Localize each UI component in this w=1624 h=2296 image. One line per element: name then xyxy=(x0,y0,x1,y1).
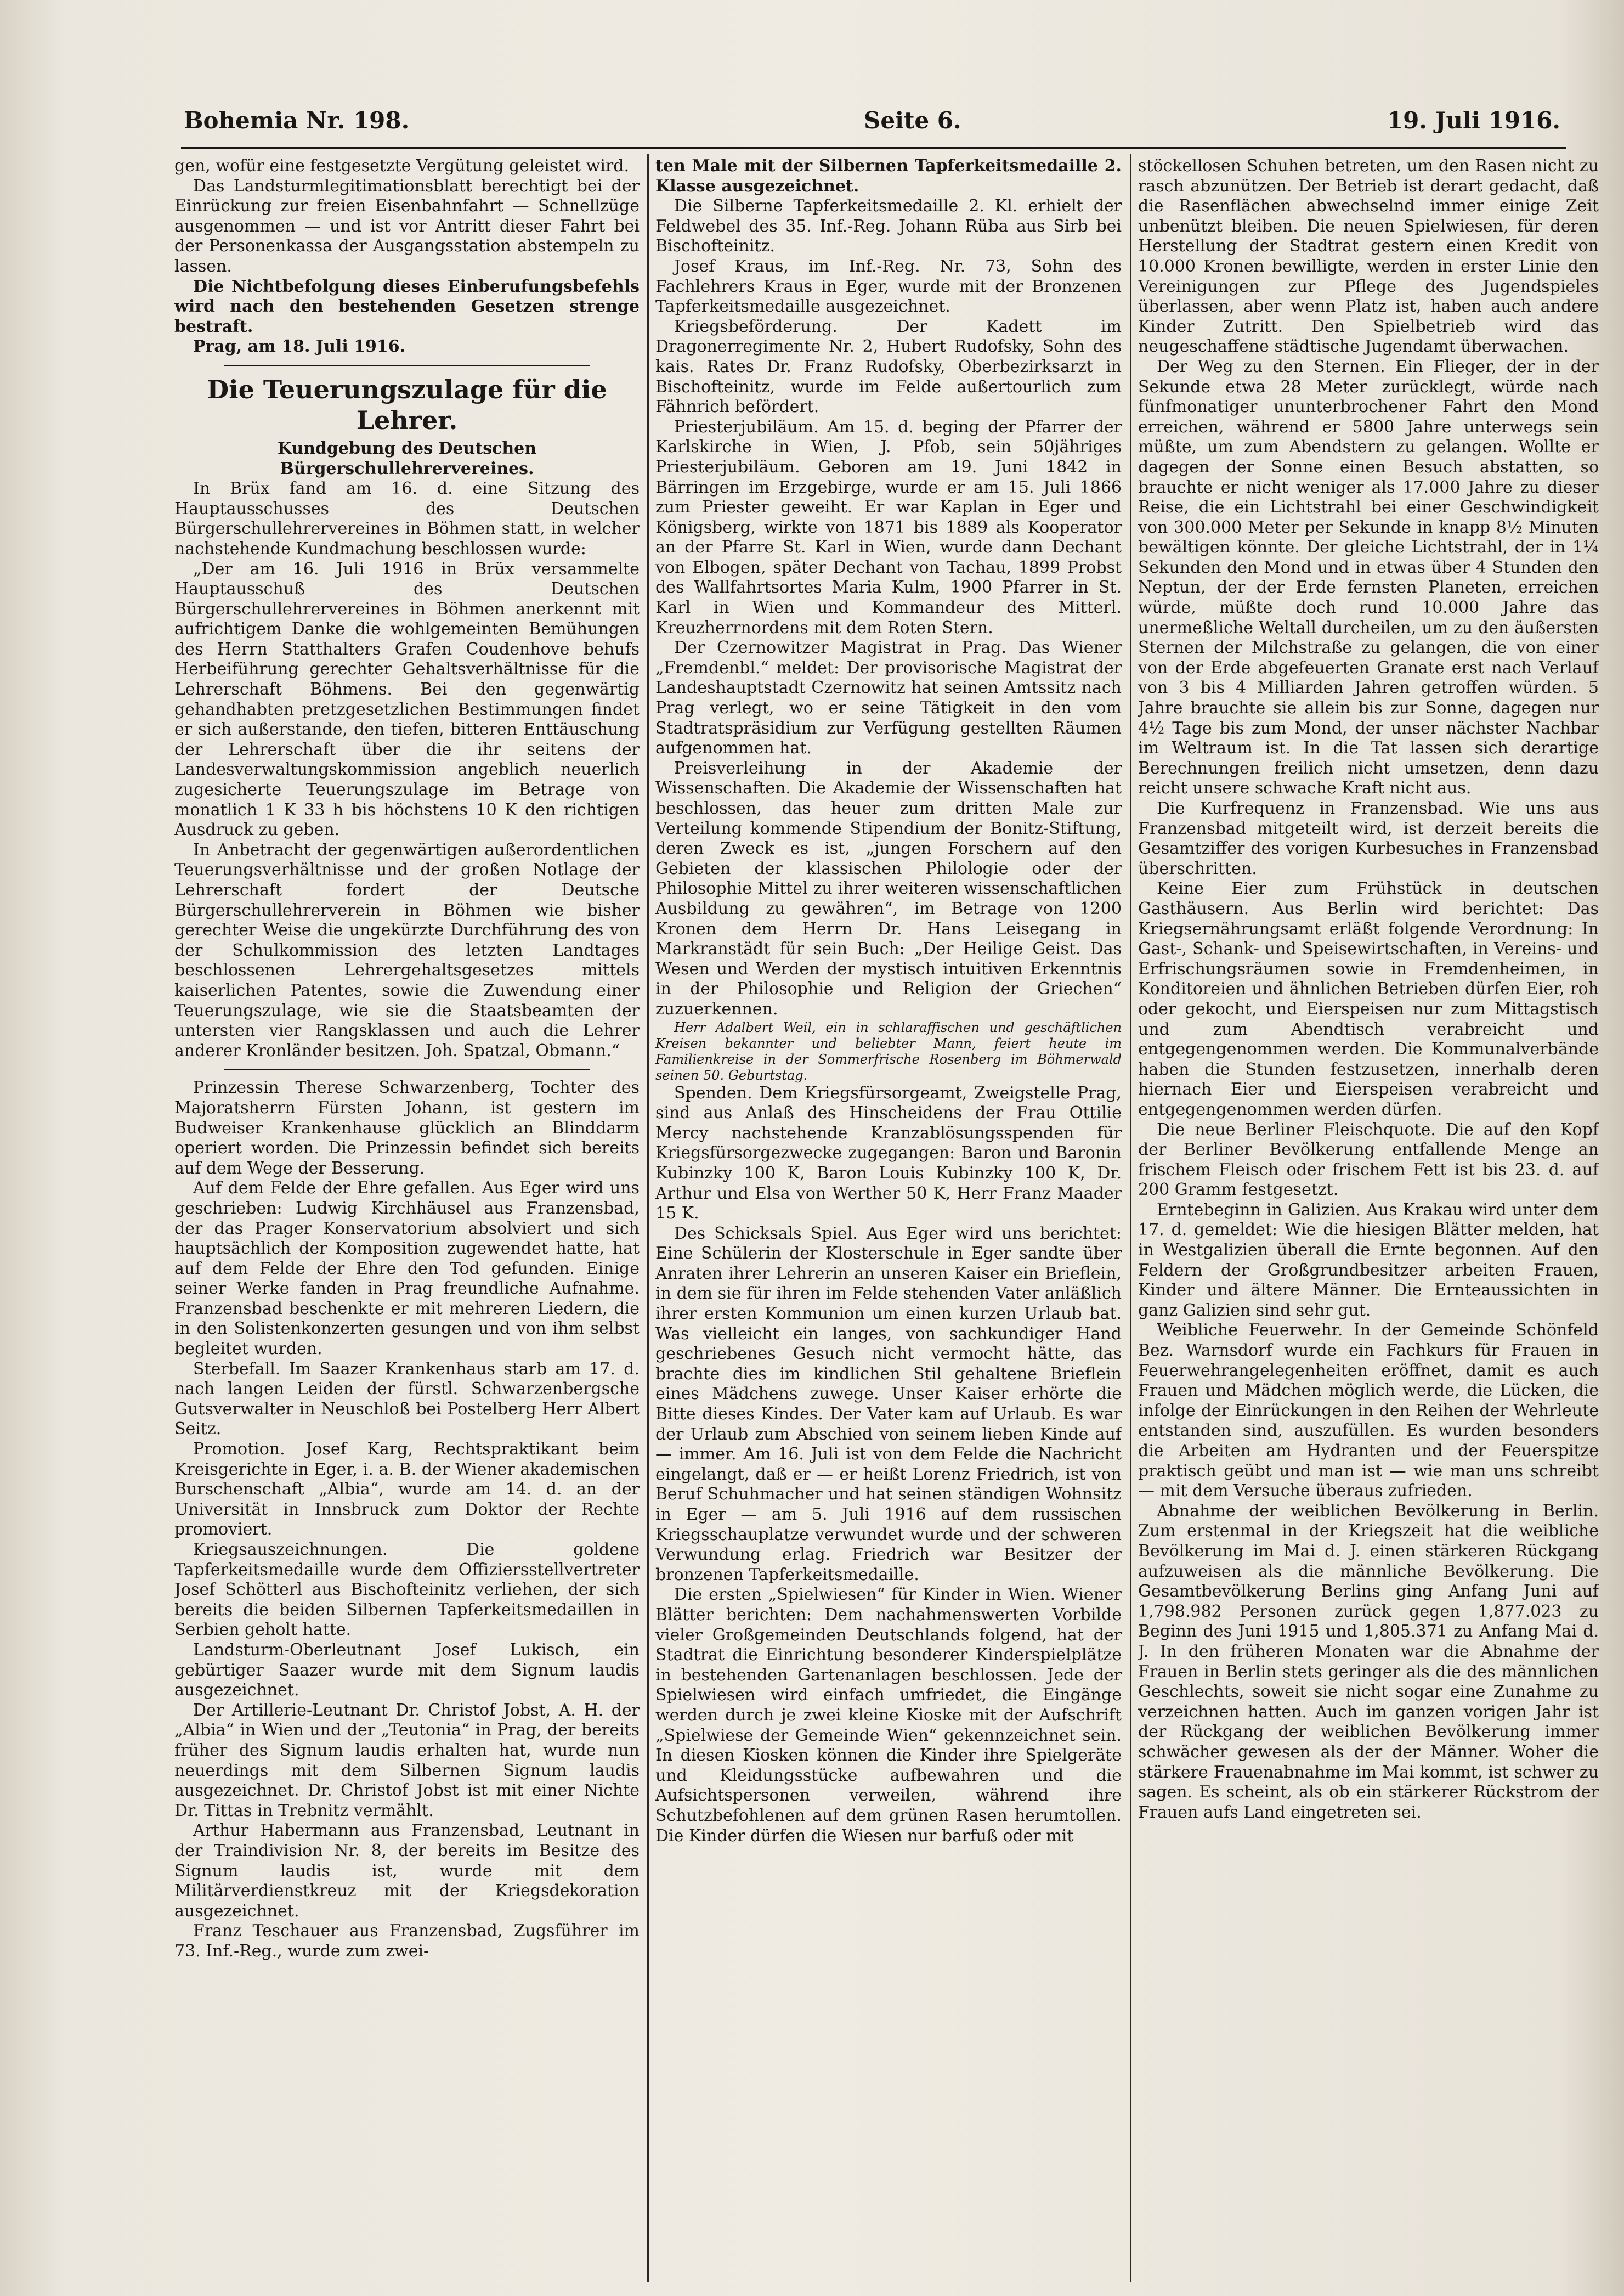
paragraph: Die Nichtbefolgung dieses Einberufungsbefehls wird nach den bestehenden Gesetzen strenge bestraft. xyxy=(174,277,640,336)
news-item: Die ersten „Spielwiesen“ für Kinder in Wien. Wiener Blätter berichten: Dem nachahmenswerten Vorbilde vieler Großgemeinden Deutschlands folgend, hat der Stadtrat die Einrichtung besonderer Kinderspielplätze in bestehenden Gartenanlagen beschlossen. Jede der Spielwiesen wird einfach umfriedet, die Eingänge werden durch je zwei kleine Kioske mit der Aufschrift „Spielwiese der Gemeinde Wien“ gekennzeichnet sein. In diesen Kiosken können die Kinder ihre Spielgeräte und Kleidungsstücke aufbewahren und die Aufsichtspersonen verweilen, während ihre Schutzbefohlenen auf dem grünen Rasen herumtollen. Die Kinder dürfen die Wiesen nur barfuß oder mit xyxy=(655,1585,1122,1846)
news-item: Weibliche Feuerwehr. In der Gemeinde Schönfeld Bez. Warnsdorf wurde ein Fachkurs für Frauen in Feuerwehrangelegenheiten eröffnet, damit es auch Frauen und Mädchen möglich werde, die Lücken, die infolge der Einrückungen in den Reihen der Wehrleute entstanden sind, auszufüllen. Es wurden besonders die Arbeiten am Hydranten und der Feuerspitze praktisch geübt und man ist — wie man uns schreibt — mit dem Versuche überaus zufrieden. xyxy=(1138,1321,1599,1501)
paragraph: gen, wofür eine festgesetzte Vergütung geleistet wird. xyxy=(174,156,629,176)
news-item: Die Kurfrequenz in Franzensbad. Wie uns aus Franzensbad mitgeteilt wird, ist derzeit bereits die Gesamtziffer des vorigen Kurbesuches in Franzensbad überschritten. xyxy=(1138,799,1599,878)
news-item: Prinzessin Therese Schwarzenberg, Tochter des Majoratsherrn Fürsten Johann, ist gestern im Budweiser Krankenhause glücklich an Blinddarm operiert worden. Die Prinzessin befindet sich bereits auf dem Wege der Besserung. xyxy=(174,1078,640,1178)
news-item: Der Artillerie-Leutnant Dr. Christof Jobst, A. H. der „Albia“ in Wien und der „Teutonia“ in Prag, der bereits früher des Signum laudis erhalten hat, wurde nun neuerdings mit dem Silbernen Signum laudis ausgezeichnet. Dr. Christof Jobst ist mit einer Nichte Dr. Tittas in Trebnitz vermählt. xyxy=(174,1700,640,1820)
column-2 xyxy=(655,156,1122,2280)
article-subheadline: Kundgebung des Deutschen Bürgerschullehrervereines. xyxy=(277,438,537,478)
paragraph: stöckellosen Schuhen betreten, um den Rasen nicht zu rasch abzunützen. Der Betrieb ist derart gedacht, daß die Rasenflächen abwechselnd immer einige Zeit unbenützt bleiben. Die neuen Spielwiesen, für deren Herstellung der Stadtrat gestern einen Kredit von 10.000 Kronen bewilligte, werden in erster Linie den Vereinigungen zur Pflege des Jugendspieles überlassen, aber wenn Platz ist, haben auch andere Kinder Zutritt. Den Spielbetrieb wird das neugeschaffene städtische Jugendamt überwachen. xyxy=(1138,156,1599,357)
paragraph: In Anbetracht der gegenwärtigen außerordentlichen Teuerungsverhältnisse und der großen Notlage der Lehrerschaft fordert der Deutsche Bürgerschullehrerverein in Böhmen wie bisher gerechter Weise die ungekürzte Durchführung des von der Schulkommission des letzten Landtages beschlossenen Lehrergehaltsgesetzes mittels kaiserlichen Patentes, sowie die Zuwendung einer Teuerungszulage, wie sie die Staatsbeamten der untersten vier Rangsklassen und auch die Lehrer anderer Kronländer besitzen. Joh. Spatzal, Obmann.“ xyxy=(174,840,640,1060)
issue-date: 19. Juli 1916. xyxy=(1387,107,1560,134)
news-item: Erntebeginn in Galizien. Aus Krakau wird unter dem 17. d. gemeldet: Wie die hiesigen Blätter melden, hat in Westgalizien überall die Ernte begonnen. Auf den Feldern der Großgrundbesitzer arbeiten Frauen, Kinder und ältere Männer. Die Ernteaussichten in ganz Galizien sind sehr gut. xyxy=(1138,1200,1599,1320)
small-notice: Herr Adalbert Weil, ein in schlaraffischen und geschäftlichen Kreisen bekannter und beliebter Mann, feiert heute im Familienkreise in der Sommerfrische Rosenberg im Böhmerwald seinen 50. Geburtstag. xyxy=(655,1019,1122,1083)
paragraph: „Der am 16. Juli 1916 in Brüx versammelte Hauptausschuß des Deutschen Bürgerschullehrervereines in Böhmen anerkennt mit aufrichtigem Danke die wohlgemeinten Bemühungen des Herrn Statthalters Grafen Coudenhove behufs Herbeiführung gerechter Gehaltsverhältnisse für die Lehrerschaft Böhmens. Bei den gegenwärtig gehandhabten pretzgesetzlichen Bestimmungen findet er sich außerstande, den tiefen, bitteren Enttäuschung der Lehrerschaft über die ihr seitens der Landesverwaltungskommission angeblich neuerlich zugesicherte Teuerungszulage im Betrage von monatlich 1 K 33 h bis höchstens 10 K den richtigen Ausdruck zu geben. xyxy=(174,559,640,840)
news-item: Keine Eier zum Frühstück in deutschen Gasthäusern. Aus Berlin wird berichtet: Das Kriegsernährungsamt erläßt folgende Verordnung: In Gast-, Schank- und Speisewirtschaften, in Vereins- und Erfrischungsräumen sowie in Fremdenheimen, in Konditoreien und ähnlichen Betrieben dürfen Eier, roh oder gekocht, und Eierspeisen nur zum Mittagstisch und zum Abendtisch verabreicht und entgegengenommen werden. Die Kommunalverbände haben die Stunden festzusetzen, innerhalb deren hiernach Eier und Eierspeisen verabreicht und entgegengenommen werden dürfen. xyxy=(1138,879,1599,1119)
news-item: Landsturm-Oberleutnant Josef Lukisch, ein gebürtiger Saazer wurde mit dem Signum laudis ausgezeichnet. xyxy=(174,1640,640,1700)
news-item: Promotion. Josef Karg, Rechtspraktikant beim Kreisgerichte in Eger, i. a. B. der Wiener akademischen Burschenschaft „Albia“, wurde am 14. d. an der Universität in Innsbruck zum Doktor der Rechte promoviert. xyxy=(174,1440,640,1539)
news-item: Josef Kraus, im Inf.-Reg. Nr. 73, Sohn des Fachlehrers Kraus in Eger, wurde mit der Bronzenen Tapferkeitsmedaille ausgezeichnet. xyxy=(655,256,1122,317)
news-item: Der Czernowitzer Magistrat in Prag. Das Wiener „Fremdenbl.“ meldet: Der provisorische Magistrat der Landeshauptstadt Czernowitz hat seinen Amtssitz nach Prag verlegt, wo er seine Tätigkeit in den vom Stadtratspräsidium zur Verfügung gestellten Räumen aufgenommen hat. xyxy=(655,638,1122,758)
paragraph: ten Male mit der Silbernen Tapferkeitsmedaille 2. Klasse ausgezeichnet. xyxy=(655,156,1122,196)
news-item: Kriegsbeförderung. Der Kadett im Dragonerregimente Nr. 2, Hubert Rudofsky, Sohn des kais. Rates Dr. Franz Rudofsky, Oberbezirksarzt in Bischofteinitz, wurde im Felde außertourlich zum Fähnrich befördert. xyxy=(655,317,1122,417)
paragraph: In Brüx fand am 16. d. eine Sitzung des Hauptausschusses des Deutschen Bürgerschullehrervereines in Böhmen statt, in welcher nachstehende Kundmachung beschlossen wurde: xyxy=(174,479,640,559)
header-rule xyxy=(181,147,1566,149)
dateline: Prag, am 18. Juli 1916. xyxy=(193,337,406,357)
news-item: Die Silberne Tapferkeitsmedaille 2. Kl. erhielt der Feldwebel des 35. Inf.-Reg. Johann Rüba aus Sirb bei Bischofteinitz. xyxy=(655,196,1122,256)
section-rule xyxy=(224,365,590,366)
news-item: Des Schicksals Spiel. Aus Eger wird uns berichtet: Eine Schülerin der Klosterschule in Eger sandte über Anraten ihrer Lehrerin an unseren Kaiser ein Brieflein, in dem sie für ihren im Felde stehenden Vater anläßlich ihrer ersten Kommunion um einen kurzen Urlaub bat. Was vielleicht ein langes, von sachkundiger Hand geschriebenes Gesuch nicht vermocht hätte, das brachte dies im kindlichen Stil gehaltene Brieflein eines Mädchens zuwege. Unser Kaiser erhörte die Bitte dieses Kindes. Der Vater kam auf Urlaub. Es war der Urlaub zum Abschied von seinem lieben Kinde auf — immer. Am 16. Juli ist von dem Felde die Nachricht eingelangt, daß er — er heißt Lorenz Friedrich, ist von Beruf Schuhmacher und hat seinen ständigen Wohnsitz in Eger — am 5. Juli 1916 auf dem russischen Kriegsschauplatze verwundet wurde und der schweren Verwundung erlag. Friedrich war Besitzer der bronzenen Tapferkeitsmedaille. xyxy=(655,1223,1122,1584)
article-headline: Die Teuerungszulage für die Lehrer. xyxy=(207,374,607,435)
news-item: Auf dem Felde der Ehre gefallen. Aus Eger wird uns geschrieben: Ludwig Kirchhäusel aus Franzensbad, der das Prager Konservatorium absolviert und sich hauptsächlich der Komposition zugewendet hatte, hat auf dem Felde der Ehre den Tod gefunden. Einige seiner Werke fanden in Prag freundliche Aufnahme. Franzensbad beschenkte er mit mehreren Liedern, die in den Solistenkonzerten gesungen und von ihm selbst begleitet wurden. xyxy=(174,1178,640,1359)
section-rule xyxy=(224,1069,590,1070)
news-item: Die neue Berliner Fleischquote. Die auf den Kopf der Berliner Bevölkerung entfallende Menge an frischem Fleisch oder frischem Fett ist bis 23. d. auf 200 Gramm festgesetzt. xyxy=(1138,1120,1599,1200)
news-item: Priesterjubiläum. Am 15. d. beging der Pfarrer der Karlskirche in Wien, J. Pfob, sein 50jähriges Priesterjubiläum. Geboren am 19. Juni 1842 in Bärringen im Erzgebirge, wurde er am 15. Juli 1866 zum Priester geweiht. Er war Kaplan in Eger und Königsberg, wirkte von 1871 bis 1889 als Kooperator an der Pfarre St. Karl in Wien, wurde dann Dechant von Elbogen, später Dechant von Tachau, 1899 Probst des Wallfahrtsortes Maria Kulm, 1900 Pfarrer in St. Karl in Wien und Kommandeur des Mitterl. Kreuzherrnordens mit dem Roten Stern. xyxy=(655,417,1122,638)
news-item: Abnahme der weiblichen Bevölkerung in Berlin. Zum erstenmal in der Kriegszeit hat die weibliche Bevölkerung im Mai d. J. einen stärkeren Rückgang aufzuweisen als die männliche Bevölkerung. Die Gesamtbevölkerung Berlins ging Anfang Juni auf 1,798.982 Personen zurück gegen 1,877.023 zu Beginn des Juni 1915 und 1,805.371 zu Anfang Mai d. J. In den früheren Monaten war die Abnahme der Frauen in Berlin stets geringer als die des männlichen Geschlechts, soweit sie nicht sogar eine Zunahme zu verzeichnen hatten. Auch im ganzen vorigen Jahr ist der Rückgang der weiblichen Bevölkerung immer schwächer gewesen als der der Männer. Woher die stärkere Frauenabnahme im Mai kommt, ist schwer zu sagen. Es scheint, als ob ein stärkerer Rückstrom der Frauen aufs Land eingetreten sei. xyxy=(1138,1501,1599,1822)
news-item: Kriegsauszeichnungen. Die goldene Tapferkeitsmedaille wurde dem Offiziersstellvertreter Josef Schötterl aus Bischofteinitz verliehen, der sich bereits die beiden Silbernen Tapferkeitsmedaillen in Serbien geholt hatte. xyxy=(174,1540,640,1640)
page-header xyxy=(184,107,1560,145)
masthead-issue: Bohemia Nr. 198. xyxy=(184,107,410,134)
column-divider xyxy=(647,154,649,2282)
page-number: Seite 6. xyxy=(864,107,961,134)
news-item: Franz Teschauer aus Franzensbad, Zugsführer im 73. Inf.-Reg., wurde zum zwei- xyxy=(174,1921,640,1961)
news-item: Arthur Habermann aus Franzensbad, Leutnant in der Traindivision Nr. 8, der bereits im Besitze des Signum laudis ist, wurde mit dem Militärverdienstkreuz mit der Kriegsdekoration ausgezeichnet. xyxy=(174,1821,640,1921)
news-item: Der Weg zu den Sternen. Ein Flieger, der in der Sekunde etwa 28 Meter zurücklegt, würde nach fünfmonatiger ununterbrochener Fahrt den Mond erreichen, während er 5800 Jahre unterwegs sein müßte, um zum Abendstern zu gelangen. Wollte er dagegen der Sonne einen Besuch abstatten, so brauchte er nicht weniger als 17.000 Jahre zu dieser Reise, die ein Lichtstrahl bei einer Geschwindigkeit von 300.000 Meter per Sekunde in knapp 8½ Minuten bewältigen könnte. Der gleiche Lichtstrahl, der in 1¼ Sekunden den Mond und in etwas über 4 Stunden den Neptun, der der Erde fernsten Planeten, erreichen würde, müßte doch rund 10.000 Jahre das unermeßliche Weltall durcheilen, um zu den äußersten Sternen der Milchstraße zu gelangen, die von einer von der Erde abgefeuerten Granate erst nach Verlauf von 3 bis 4 Milliarden Jahren getroffen würden. 5 Jahre brauchte sie allein bis zur Sonne, dagegen nur 4½ Tage bis zum Mond, der unser nächster Nachbar im Weltraum ist. In die Tat lassen sich derartige Berechnungen freilich nicht umsetzen, denn dazu reicht unsere schwache Kraft nicht aus. xyxy=(1138,357,1599,798)
column-3 xyxy=(1138,156,1599,2280)
column-divider xyxy=(1130,154,1131,2282)
column-1 xyxy=(174,156,640,2280)
news-item: Sterbefall. Im Saazer Krankenhaus starb am 17. d. nach langen Leiden der fürstl. Schwarzenbergsche Gutsverwalter in Neuschloß bei Postelberg Herr Albert Seitz. xyxy=(174,1359,640,1439)
news-item: Spenden. Dem Kriegsfürsorgeamt, Zweigstelle Prag, sind aus Anlaß des Hinscheidens der Frau Ottilie Mercy nachstehende Kranzablösungsspenden für Kriegsfürsorgezwecke zugegangen: Baron und Baronin Kubinzky 100 K, Baron Louis Kubinzky 100 K, Dr. Arthur und Elsa von Werther 50 K, Herr Franz Maader 15 K. xyxy=(655,1083,1122,1223)
news-item: Preisverleihung in der Akademie der Wissenschaften. Die Akademie der Wissenschaften hat beschlossen, das heuer zum dritten Male zur Verteilung kommende Stipendium der Bonitz-Stiftung, deren Zweck es ist, „jungen Forschern auf den Gebieten der klassischen Philologie oder der Philosophie Mittel zu ihrer weiteren wissenschaftlichen Ausbildung zu gewähren“, im Betrage von 1200 Kronen dem Herrn Dr. Hans Leisegang in Markranstädt für sein Buch: „Der Heilige Geist. Das Wesen und Werden der mystisch intuitiven Erkenntnis in der Philosophie und Religion der Griechen“ zuzuerkennen. xyxy=(655,758,1122,1019)
paragraph: Das Landsturmlegitimationsblatt berechtigt bei der Einrückung zur freien Eisenbahnfahrt — Schnellzüge ausgenommen — und ist vor Antritt dieser Fahrt bei der Personenkassa der Ausgangsstation abstempeln zu lassen. xyxy=(174,176,640,276)
